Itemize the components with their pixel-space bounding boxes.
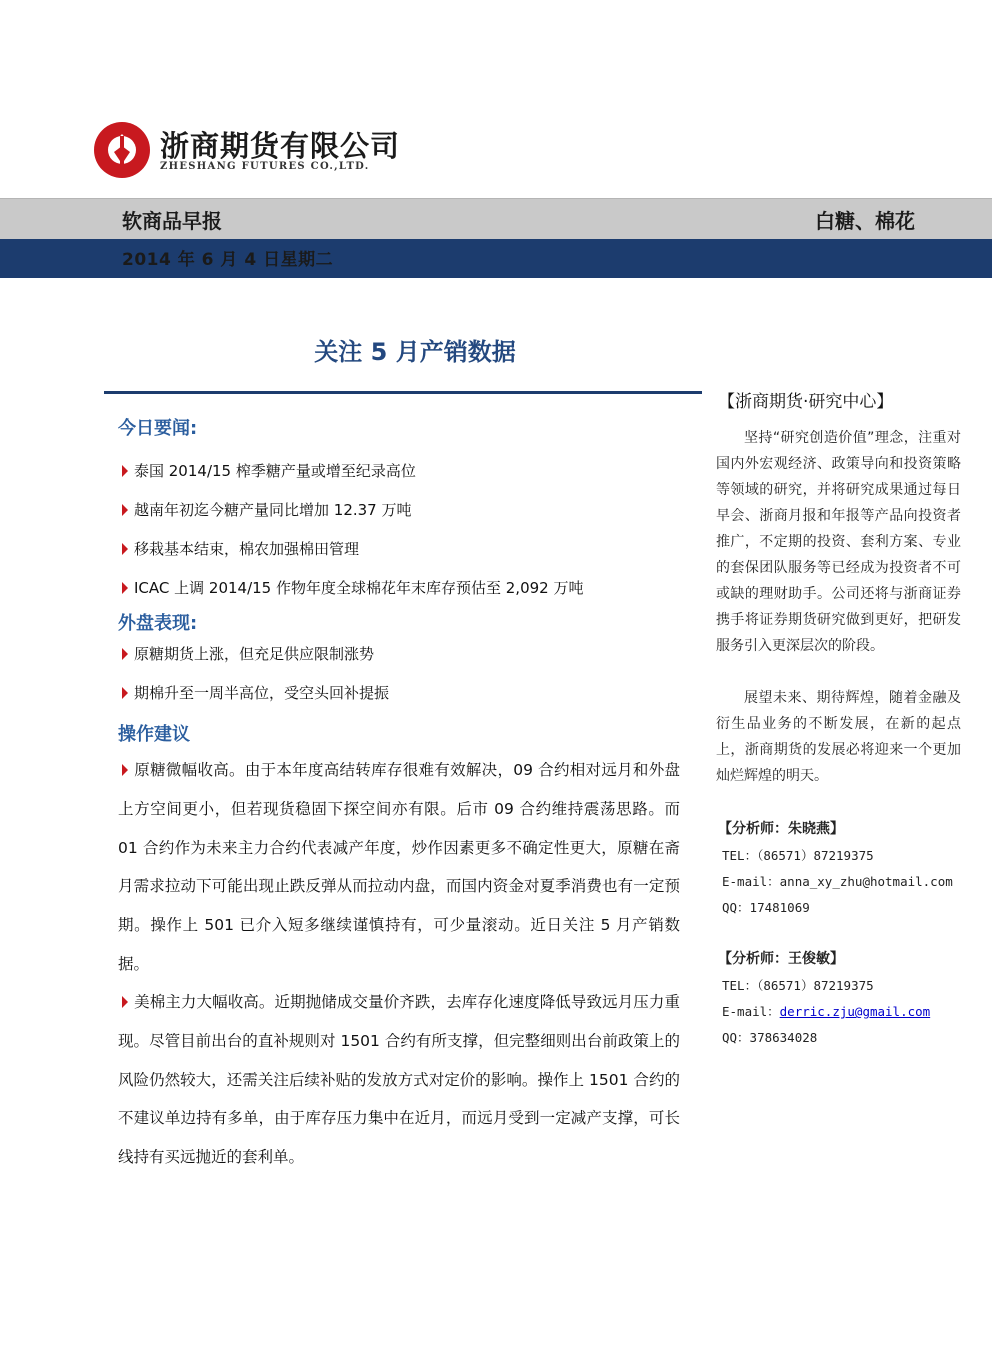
title-divider [104, 391, 702, 394]
research-center-intro: 坚持“研究创造价值”理念，注重对国内外宏观经济、政策导向和投资策略等领域的研究，并将研究成果通过每日早会、浙商月报和年报等产品向投资者推广，不定期的投资、套利方案、专业的套保团队服务等已经成为投资者不可或缺的理财助手。公司还将与浙商证券携手将证券期货研究做到更好，把研发服务引入更深层次的阶段。 [716, 430, 961, 654]
company-name-cn: 浙商期货有限公司 [160, 129, 401, 163]
analyst-email: E-mail：derric.zju@gmail.com [722, 1004, 931, 1019]
section-heading-advice: 操作建议 [118, 724, 190, 745]
advice-paragraph-sugar: 原糖微幅收高。由于本年度高结转库存很难有效解决，09 合约相对远月和外盘上方空间更小，但若现货稳固下探空间亦有限。后市 09 合约维持震荡思路。而 01 合约作为未来主力合约代表减产年度，炒作因素更多不确定性更大，原糖在斋月需求拉动下可能出现止跌反弹从而拉动内盘，而国内资金对夏季消费也有一定预期。操作上 501 已介入短多继续谨慎持有，可少量滚动。近日关注 5 月产销数据。 [118, 761, 680, 973]
analyst-heading: 【分析师：王俊敏】 [718, 951, 844, 967]
analyst-email-address[interactable]: anna_xy_zhu@hotmail.com [779, 874, 953, 889]
company-logo-icon [92, 120, 152, 180]
report-date: 2014 年 6 月 4 日星期二 [122, 250, 334, 270]
overseas-item: 原糖期货上涨，但充足供应限制涨势 [122, 643, 374, 664]
section-heading-overseas: 外盘表现: [118, 613, 198, 634]
bullet-arrow-icon [122, 648, 128, 660]
bullet-arrow-icon [122, 504, 128, 516]
analyst-tel: TEL：（86571）87219375 [722, 978, 874, 993]
bullet-arrow-icon [122, 764, 128, 776]
news-item: 移栽基本结束，棉农加强棉田管理 [122, 538, 359, 559]
research-center-heading: 【浙商期货·研究中心】 [718, 392, 894, 412]
section-heading-news: 今日要闻: [118, 418, 198, 439]
analyst-heading: 【分析师：朱晓燕】 [718, 821, 844, 837]
news-item: 越南年初迄今糖产量同比增加 12.37 万吨 [122, 499, 411, 520]
report-type: 软商品早报 [122, 209, 222, 233]
news-item: ICAC 上调 2014/15 作物年度全球棉花年末库存预估至 2,092 万吨 [122, 577, 583, 598]
analyst-qq: QQ：378634028 [722, 1030, 818, 1045]
news-item: 泰国 2014/15 榨季糖产量或增至纪录高位 [122, 460, 416, 481]
bullet-arrow-icon [122, 582, 128, 594]
company-name-en: ZHESHANG FUTURES CO.,LTD. [160, 161, 370, 172]
bullet-arrow-icon [122, 687, 128, 699]
analyst-tel: TEL：（86571）87219375 [722, 848, 874, 863]
document-title: 关注 5 月产销数据 [314, 338, 516, 366]
bullet-arrow-icon [122, 543, 128, 555]
research-center-outlook: 展望未来、期待辉煌，随着金融及衍生品业务的不断发展，在新的起点上，浙商期货的发展必将迎来一个更加灿烂辉煌的明天。 [716, 690, 961, 784]
analyst-email-link[interactable]: derric.zju@gmail.com [779, 1004, 931, 1019]
analyst-email: E-mail：anna_xy_zhu@hotmail.com [722, 874, 953, 889]
commodities-label: 白糖、棉花 [815, 209, 915, 233]
bullet-arrow-icon [122, 465, 128, 477]
overseas-item: 期棉升至一周半高位，受空头回补提振 [122, 682, 389, 703]
bullet-arrow-icon [122, 996, 128, 1008]
advice-paragraph-cotton: 美棉主力大幅收高。近期抛储成交量价齐跌，去库存化速度降低导致远月压力重现。尽管目前出台的直补规则对 1501 合约有所支撑，但完整细则出台前政策上的风险仍然较大，还需关注后续补贴的发放方式对定价的影响。操作上 1501 合约的不建议单边持有多单，由于库存压力集中在近月，而远月受到一定减产支撑，可长线持有买远抛近的套利单。 [118, 993, 680, 1167]
analyst-qq: QQ：17481069 [722, 900, 810, 915]
